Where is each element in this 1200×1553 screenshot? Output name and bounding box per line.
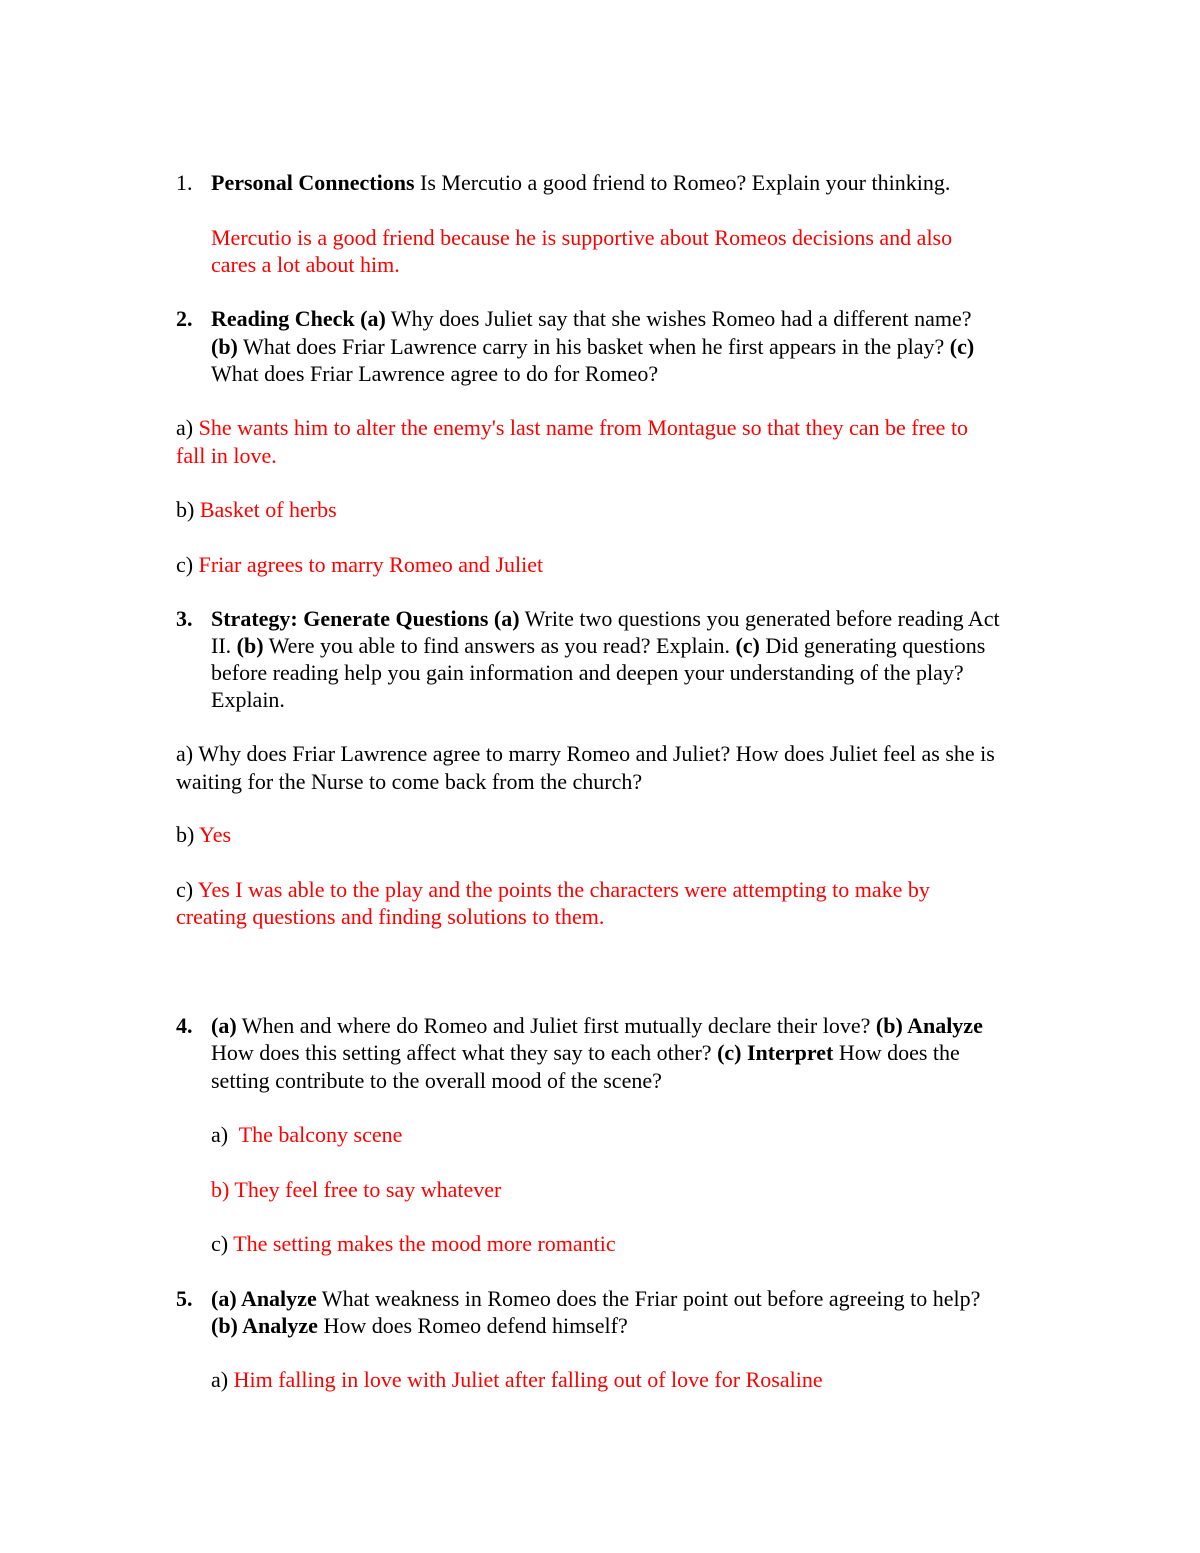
q3-answer-b: b) Yes (176, 822, 232, 847)
q1-text: Is Mercutio a good friend to Romeo? Explain your thinking. (414, 170, 951, 195)
q2-prompt-line-2: (b) What does Friar Lawrence carry in his basket when he first appears in the play? (c) (211, 334, 975, 359)
q3-answer-c-line-1: c) Yes I was able to the play and the points the characters were attempting to make by (176, 877, 930, 902)
q4-prompt-line-3: setting contribute to the overall mood of the scene? (211, 1068, 662, 1093)
q3-prompt-line-2: II. (b) Were you able to find answers as you read? Explain. (c) Did generating questions (211, 633, 986, 658)
q5-prompt-line-1: (a) Analyze What weakness in Romeo does the Friar point out before agreeing to help? (211, 1286, 981, 1311)
q2-title: Reading Check (211, 306, 355, 331)
q3-prompt-line-1: Strategy: Generate Questions (a) Write two questions you generated before reading Act (211, 606, 1000, 631)
q5-number: 5. (176, 1286, 193, 1311)
q2-answer-a-line-1: a) She wants him to alter the enemy's last name from Montague so that they can be free to (176, 415, 969, 440)
q4-answer-b: b) They feel free to say whatever (211, 1177, 502, 1202)
q1-answer-line-2: cares a lot about him. (211, 252, 400, 277)
q2-answer-a-line-2: fall in love. (176, 443, 277, 468)
q3-title: Strategy: Generate Questions (211, 606, 489, 631)
q2-prompt-line-1: Reading Check (a) Why does Juliet say that she wishes Romeo had a different name? (211, 306, 972, 331)
q3-answer-a-line-1: a) Why does Friar Lawrence agree to marry Romeo and Juliet? How does Juliet feel as she is (176, 741, 995, 766)
q3-prompt-line-4: Explain. (211, 687, 285, 712)
q5-prompt-line-2: (b) Analyze How does Romeo defend himself? (211, 1313, 628, 1338)
q2-number: 2. (176, 306, 193, 331)
q2-prompt-line-3: What does Friar Lawrence agree to do for Romeo? (211, 361, 659, 386)
q3-answer-c-line-2: creating questions and finding solutions to them. (176, 904, 605, 929)
q5-answer-a: a) Him falling in love with Juliet after falling out of love for Rosaline (211, 1367, 823, 1392)
q2-answer-b: b) Basket of herbs (176, 497, 337, 522)
q1-answer-line-1: Mercutio is a good friend because he is supportive about Romeos decisions and also (211, 225, 953, 250)
q3-number: 3. (176, 606, 193, 631)
q1-number: 1. (176, 170, 193, 195)
q3-answer-a-line-2: waiting for the Nurse to come back from the church? (176, 769, 643, 794)
q4-answer-c: c) The setting makes the mood more romantic (211, 1231, 616, 1256)
q1-prompt (211, 169, 950, 197)
q2-answer-c: c) Friar agrees to marry Romeo and Juliet (176, 552, 544, 577)
q3-prompt-line-3: before reading help you gain information and deepen your understanding of the play? (211, 660, 964, 685)
q4-prompt-line-2: How does this setting affect what they say to each other? (c) Interpret How does the (211, 1040, 960, 1065)
q4-prompt-line-1: (a) When and where do Romeo and Juliet first mutually declare their love? (b) Analyze (211, 1013, 983, 1038)
q4-number: 4. (176, 1013, 193, 1038)
q4-answer-a: a) The balcony scene (211, 1122, 403, 1147)
q1-title: Personal Connections (211, 170, 415, 195)
